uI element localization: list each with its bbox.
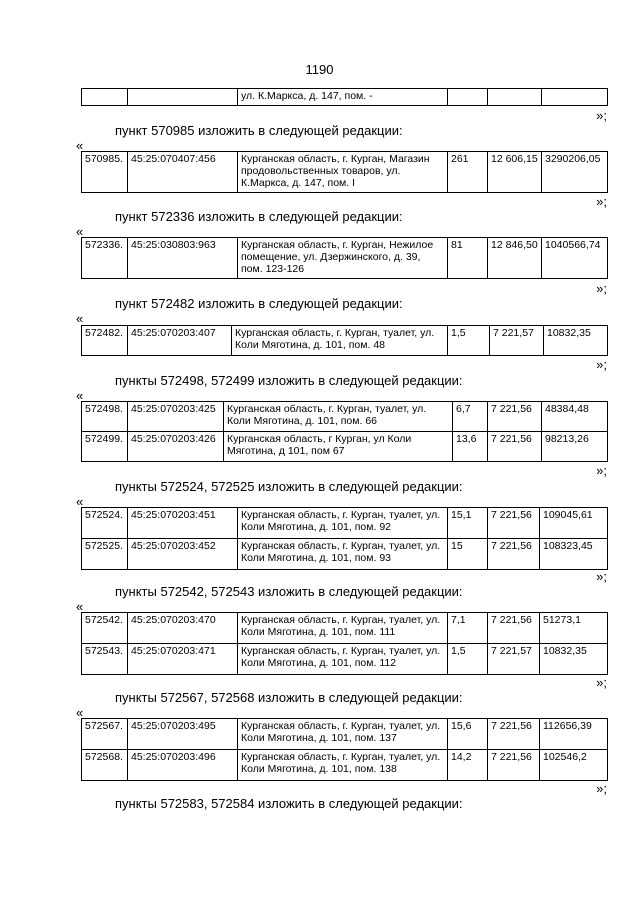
address-cell: Курганская область, г. Курган, Магазин продовольственных товаров, ул. К.Маркса, д. 147, пом. I (238, 152, 448, 193)
rate-cell: 7 221,56 (488, 402, 542, 432)
opening-quote: « (76, 599, 84, 614)
table-row (82, 719, 608, 750)
item-number: 572499. (82, 432, 128, 462)
value-cell: 102546,2 (540, 750, 608, 781)
value-cell: 10832,35 (540, 644, 608, 675)
property-table (81, 612, 608, 675)
area-cell: 6,7 (453, 402, 488, 432)
top-table (81, 88, 608, 106)
address-cell: Курганская область, г. Курган, туалет, ул. Коли Мяготина, д. 101, пом. 92 (238, 508, 448, 539)
area-cell: 15 (448, 539, 488, 570)
cadastral-number: 45:25:070203:452 (128, 539, 238, 570)
area-cell: 7,1 (448, 613, 488, 644)
area-cell: 13,6 (453, 432, 488, 462)
table-row (82, 152, 608, 193)
instruction-text: пункты 572567, 572568 изложить в следующей редакции: (115, 690, 463, 705)
cadastral-number: 45:25:030803:963 (128, 238, 238, 279)
cadastral-number: 45:25:070203:407 (128, 326, 232, 356)
property-table (81, 401, 608, 462)
address-cell: Курганская область, г. Курган, туалет, ул. Коли Мяготина, д. 101, пом. 138 (238, 750, 448, 781)
instruction-text: пункты 572583, 572584 изложить в следующей редакции: (115, 796, 463, 811)
rate-cell: 7 221,56 (488, 539, 540, 570)
value-cell: 98213,26 (542, 432, 608, 462)
closing-quote: »; (596, 675, 607, 690)
property-table (81, 151, 608, 193)
value-cell: 109045,61 (540, 508, 608, 539)
value-cell: 112656,39 (540, 719, 608, 750)
address-cell: Курганская область, г. Курган, туалет, ул. Коли Мяготина, д. 101, пом. 111 (238, 613, 448, 644)
opening-quote: « (76, 138, 84, 153)
cadastral-number: 45:25:070203:496 (128, 750, 238, 781)
instruction-text: пункты 572542, 572543 изложить в следующей редакции: (115, 584, 463, 599)
table-row (82, 89, 608, 106)
opening-quote: « (76, 705, 84, 720)
cadastral-number: 45:25:070203:425 (128, 402, 224, 432)
property-table (81, 718, 608, 781)
rate-cell: 7 221,56 (488, 719, 540, 750)
rate-cell: 7 221,56 (488, 613, 540, 644)
item-number: 572568. (82, 750, 128, 781)
value-cell: 1040566,74 (542, 238, 608, 279)
rate-cell: 12 846,50 (488, 238, 542, 279)
value-cell: 10832,35 (544, 326, 608, 356)
table-row (82, 432, 608, 462)
address-cell: Курганская область, г. Курган, туалет, ул. Коли Мяготина, д. 101, пом. 112 (238, 644, 448, 675)
opening-quote: « (76, 494, 84, 509)
address-cell: Курганская область, г. Курган, туалет, ул. Коли Мяготина, д. 101, пом. 93 (238, 539, 448, 570)
item-number: 572543. (82, 644, 128, 675)
address-cell: Курганская область, г. Курган, туалет, ул. Коли Мяготина, д. 101, пом. 66 (224, 402, 453, 432)
instruction-text: пункт 572482 изложить в следующей редакции: (115, 296, 403, 311)
rate-cell: 7 221,56 (488, 508, 540, 539)
opening-quote: « (76, 224, 84, 239)
rate-cell: 7 221,56 (488, 750, 540, 781)
value-cell: 108323,45 (540, 539, 608, 570)
value-cell: 51273,1 (540, 613, 608, 644)
table-row (82, 402, 608, 432)
item-number: 572498. (82, 402, 128, 432)
page-number: 1190 (305, 62, 334, 77)
rate-cell: 12 606,15 (488, 152, 542, 193)
property-table (81, 325, 608, 356)
table-row (82, 238, 608, 279)
property-table (81, 237, 608, 279)
item-number: 572524. (82, 508, 128, 539)
instruction-text: пункты 572498, 572499 изложить в следующей редакции: (115, 373, 463, 388)
cadastral-number: 45:25:070203:495 (128, 719, 238, 750)
table-row (82, 613, 608, 644)
closing-quote: »; (596, 281, 607, 296)
area-cell: 1,5 (448, 644, 488, 675)
address-cell: Курганская область, г. Курган, туалет, ул. Коли Мяготина, д. 101, пом. 48 (232, 326, 448, 356)
table-row (82, 539, 608, 570)
cadastral-number: 45:25:070203:471 (128, 644, 238, 675)
area-cell: 15,1 (448, 508, 488, 539)
rate-cell: 7 221,56 (488, 432, 542, 462)
address-cell: ул. К.Маркса, д. 147, пом. - (238, 89, 448, 106)
value-cell: 48384,48 (542, 402, 608, 432)
cadastral-number: 45:25:070203:426 (128, 432, 224, 462)
address-cell: Курганская область, г. Курган, Нежилое помещение, ул. Дзержинского, д. 39, пом. 123-126 (238, 238, 448, 279)
item-number: 572525. (82, 539, 128, 570)
item-number: 572482. (82, 326, 128, 356)
opening-quote: « (76, 388, 84, 403)
rate-cell: 7 221,57 (490, 326, 544, 356)
closing-quote: »; (596, 463, 607, 478)
area-cell: 261 (448, 152, 488, 193)
closing-quote: »; (596, 194, 607, 209)
instruction-text: пункт 570985 изложить в следующей редакции: (115, 123, 403, 138)
table-row (82, 644, 608, 675)
table-row (82, 326, 608, 356)
table-row (82, 508, 608, 539)
table-row (82, 750, 608, 781)
area-cell: 1,5 (448, 326, 490, 356)
closing-quote: »; (596, 357, 607, 372)
area-cell: 81 (448, 238, 488, 279)
area-cell: 15,6 (448, 719, 488, 750)
property-table (81, 507, 608, 570)
opening-quote: « (76, 311, 84, 326)
rate-cell: 7 221,57 (488, 644, 540, 675)
cadastral-number: 45:25:070203:470 (128, 613, 238, 644)
instruction-text: пункт 572336 изложить в следующей редакции: (115, 209, 403, 224)
cadastral-number: 45:25:070407:456 (128, 152, 238, 193)
address-cell: Курганская область, г Курган, ул Коли Мяготина, д 101, пом 67 (224, 432, 453, 462)
address-cell: Курганская область, г. Курган, туалет, ул. Коли Мяготина, д. 101, пом. 137 (238, 719, 448, 750)
closing-quote: »; (596, 569, 607, 584)
cadastral-number: 45:25:070203:451 (128, 508, 238, 539)
closing-quote: »; (596, 108, 607, 123)
item-number: 572336. (82, 238, 128, 279)
closing-quote: »; (596, 781, 607, 796)
item-number: 572567. (82, 719, 128, 750)
value-cell: 3290206,05 (542, 152, 608, 193)
item-number: 570985. (82, 152, 128, 193)
item-number: 572542. (82, 613, 128, 644)
instruction-text: пункты 572524, 572525 изложить в следующей редакции: (115, 479, 463, 494)
area-cell: 14,2 (448, 750, 488, 781)
